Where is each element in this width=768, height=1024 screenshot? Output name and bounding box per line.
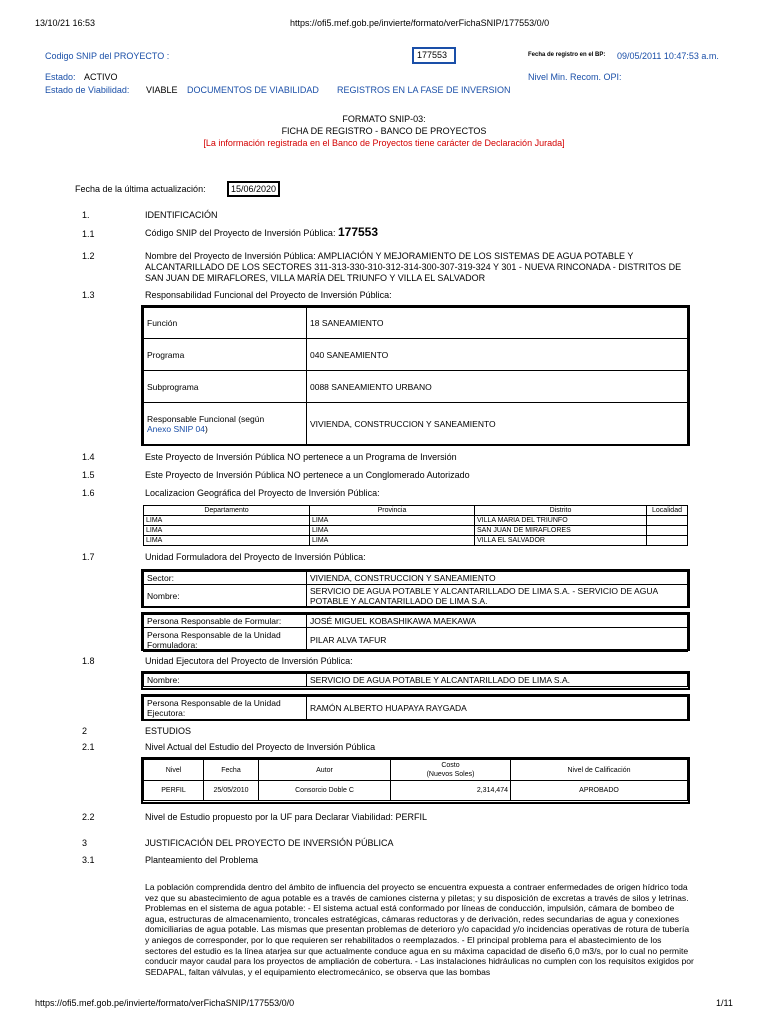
viabilidad-value: VIABLE xyxy=(146,85,178,95)
anexo-snip-link[interactable]: Anexo SNIP 04 xyxy=(147,423,205,434)
estudio-header: Fecha xyxy=(204,760,259,781)
update-label: Fecha de la última actualización: xyxy=(75,184,206,194)
estado-label: Estado: xyxy=(45,72,76,82)
estudio-header: Nivel de Calificación xyxy=(511,760,688,781)
estudio-cell: PERFIL xyxy=(144,781,204,801)
costo-unit: (Nuevos Soles) xyxy=(426,771,475,778)
reg-date-label: Fecha de registro en el BP: xyxy=(528,52,606,58)
responsable-cell xyxy=(144,403,307,445)
programa-value: 040 SANEAMIENTO xyxy=(307,339,688,371)
funcion-value: 18 SANEAMIENTO xyxy=(307,308,688,339)
reg-date-value: 09/05/2011 10:47:53 a.m. xyxy=(617,51,719,61)
estudio-cell: Consorcio Doble C xyxy=(259,781,391,801)
estudio-cell: 25/05/2010 xyxy=(204,781,259,801)
loc-cell xyxy=(647,536,688,546)
s15-num: 1.5 xyxy=(82,470,95,480)
subprograma-label: Subprograma xyxy=(144,371,307,403)
nivel-label: Nivel Min. Recom. OPI: xyxy=(528,72,622,82)
sec2-title: ESTUDIOS xyxy=(145,726,192,736)
ue-persona-table xyxy=(143,696,688,720)
responsable-close: ) xyxy=(204,423,208,434)
sec1-num: 1. xyxy=(82,210,90,220)
uf-persona-table xyxy=(143,614,688,652)
uf-sector-value: VIVIENDA, CONSTRUCCION Y SANEAMIENTO xyxy=(307,572,688,585)
localizacion-table xyxy=(143,505,688,546)
uf-nombre-label: Nombre: xyxy=(144,585,307,608)
footer-url: https://ofi5.mef.gob.pe/invierte/formato/verFichaSNIP/177553/0/0 xyxy=(35,998,295,1008)
s15-text: Este Proyecto de Inversión Pública NO pertenece a un Conglomerado Autorizado xyxy=(145,470,470,480)
loc-cell: LIMA xyxy=(310,516,475,526)
ue-nombre-label: Nombre: xyxy=(144,674,307,687)
s31-label: Planteamiento del Problema xyxy=(145,855,259,865)
subprograma-value: 0088 SANEAMIENTO URBANO xyxy=(307,371,688,403)
loc-cell: LIMA xyxy=(144,516,310,526)
ue-nombre-value: SERVICIO DE AGUA POTABLE Y ALCANTARILLADO DE LIMA S.A. xyxy=(307,674,688,687)
s31-num: 3.1 xyxy=(82,855,95,865)
loc-header: Departamento xyxy=(144,506,310,516)
uf-sector-label: Sector: xyxy=(144,572,307,585)
loc-header: Distrito xyxy=(475,506,647,516)
loc-header-row xyxy=(144,506,688,516)
s12-text: Nombre del Proyecto de Inversión Pública: AMPLIACIÓN Y MEJORAMIENTO DE LOS SISTEMAS DE AGUA POTABLE Y ALCANTARILLADO DE LOS SECTORES 311-313-330-310-312-314-300-307-319-324 Y 301 - NUEVA RINCONADA - DISTRITOS DE SAN JUAN DE MIRAFLORES, VILLA MARÍA DEL TRIUNFO Y VILLA EL SALVADOR xyxy=(145,251,682,283)
uf-pr-formular-label: Persona Responsable de Formular: xyxy=(144,615,307,628)
snip-value-box xyxy=(412,47,456,64)
ficha-title: FICHA DE REGISTRO - BANCO DE PROYECTOS xyxy=(281,126,487,136)
responsable-label: Responsable Funcional (según xyxy=(147,413,265,424)
loc-cell: LIMA xyxy=(310,536,475,546)
s17-num: 1.7 xyxy=(82,552,95,562)
s22-text: Nivel de Estudio propuesto por la UF para Declarar Viabilidad: PERFIL xyxy=(145,812,427,822)
s11-label: Código SNIP del Proyecto de Inversión Pública: xyxy=(145,228,336,238)
s18-num: 1.8 xyxy=(82,656,95,666)
loc-cell xyxy=(647,526,688,536)
ue-table xyxy=(143,673,688,687)
ue-pr-label: Persona Responsable de la Unidad Ejecutora: xyxy=(144,697,307,720)
estudio-table xyxy=(143,759,688,801)
loc-header: Provincia xyxy=(310,506,475,516)
s16-label: Localizacion Geográfica del Proyecto de Inversión Pública: xyxy=(145,488,380,498)
ue-pr-value: RAMÓN ALBERTO HUAPAYA RAYGADA xyxy=(307,697,688,720)
costo-label: Costo xyxy=(441,762,460,769)
uf-table xyxy=(143,571,688,608)
s11-row xyxy=(145,227,695,239)
responsable-value: VIVIENDA, CONSTRUCCION Y SANEAMIENTO xyxy=(307,403,688,445)
print-datetime: 13/10/21 16:53 xyxy=(35,18,96,28)
table-row xyxy=(144,526,688,536)
uf-nombre-value: SERVICIO DE AGUA POTABLE Y ALCANTARILLADO DE LIMA S.A. - SERVICIO DE AGUA POTABLE Y ALCANTARILLADO DE LIMA S.A. xyxy=(307,585,688,608)
table-row xyxy=(144,536,688,546)
page-number: 1/11 xyxy=(716,998,733,1008)
estado-value: ACTIVO xyxy=(84,72,118,82)
s16-num: 1.6 xyxy=(82,488,95,498)
responsabilidad-table xyxy=(143,307,688,445)
uf-pr-unidad-label: Persona Responsable de la Unidad Formuladora: xyxy=(144,628,307,652)
sec3-title: JUSTIFICACIÓN DEL PROYECTO DE INVERSIÓN PÚBLICA xyxy=(145,838,394,848)
s14-text: Este Proyecto de Inversión Pública NO pertenece a un Programa de Inversión xyxy=(145,452,457,462)
loc-cell: VILLA MARIA DEL TRIUNFO xyxy=(475,516,647,526)
s12-num: 1.2 xyxy=(82,251,95,261)
sec3-num: 3 xyxy=(82,838,88,848)
estudio-cell: APROBADO xyxy=(511,781,688,801)
s13-num: 1.3 xyxy=(82,290,95,300)
loc-cell: LIMA xyxy=(144,526,310,536)
table-row xyxy=(144,781,688,801)
sec1-title: IDENTIFICACIÓN xyxy=(145,210,218,220)
update-value-box xyxy=(227,181,280,197)
loc-cell: SAN JUAN DE MIRAFLORES xyxy=(475,526,647,536)
loc-header: Localidad xyxy=(647,506,688,516)
problema-paragraph: La población comprendida dentro del ámbito de influencia del proyecto se encuentra expuesta a contraer enfermedades de origen hídrico toda vez que su abastecimiento de agua potable es a través de camiones cisterna y piletas; y su disposición de excretas a través de silos y letrinas. Problemas en el sistema de agua potable: - El sistema actual está conformado por líneas de conducción, impulsión, cámara de bombeo de agua, estructuras de almacenamiento, troncales estratégicas, cámaras reductoras y de derivación, redes secundarias de agua y conexiones domiciliarias de agua potable. Las mismas que presentan problemas de deterioro y/o capacidad y/o incidencias operativas de rotura de tubería y aniegos de corresponder, por lo que requieren ser rehabilitados o reemplazados. - El principal problema para el abastecimiento de los sectores del estudio es la línea atarjea sur que actualmente conduce agua en su máxima capacidad de diseño 6,0 m3/s, por lo cual no permite conducir mayor caudal para los proyectos de ampliación de cobertura. - Las instalaciones hidráulicas no cumplen con los requisitos exigidos por SEDAPAL, faltan válvulas, y el equipamiento electromecánico, se observa que las bombas xyxy=(145,882,694,977)
estudio-costo-header xyxy=(391,760,511,781)
formato-title: FORMATO SNIP-03: xyxy=(342,114,426,124)
registros-inversion-link[interactable]: REGISTROS EN LA FASE DE INVERSION xyxy=(337,85,511,95)
table-row xyxy=(144,516,688,526)
loc-cell: LIMA xyxy=(144,536,310,546)
uf-pr-unidad-value: PILAR ALVA TAFUR xyxy=(307,628,688,652)
s17-label: Unidad Formuladora del Proyecto de Inversión Pública: xyxy=(145,552,366,562)
viabilidad-label: Estado de Viabilidad: xyxy=(45,85,130,95)
s18-label: Unidad Ejecutora del Proyecto de Inversión Pública: xyxy=(145,656,353,666)
uf-pr-formular-value: JOSÉ MIGUEL KOBASHIKAWA MAEKAWA xyxy=(307,615,688,628)
s14-num: 1.4 xyxy=(82,452,95,462)
s11-num: 1.1 xyxy=(82,229,95,239)
snip-value: 177553 xyxy=(417,50,448,60)
loc-cell: LIMA xyxy=(310,526,475,536)
programa-label: Programa xyxy=(144,339,307,371)
estudio-header: Nivel xyxy=(144,760,204,781)
s21-num: 2.1 xyxy=(82,742,95,752)
update-value: 15/06/2020 xyxy=(231,184,277,194)
funcion-label: Función xyxy=(144,308,307,339)
estudio-header-row xyxy=(144,760,688,781)
snip-label: Codigo SNIP del PROYECTO : xyxy=(45,51,170,61)
loc-cell xyxy=(647,516,688,526)
s11-value: 177553 xyxy=(337,225,379,239)
s13-label: Responsabilidad Funcional del Proyecto de Inversión Pública: xyxy=(145,290,392,300)
sec2-num: 2 xyxy=(82,726,88,736)
s22-num: 2.2 xyxy=(82,812,95,822)
s21-label: Nivel Actual del Estudio del Proyecto de Inversión Pública xyxy=(145,742,376,752)
declaracion-note: [La información registrada en el Banco de Proyectos tiene carácter de Declaración Jurada] xyxy=(203,138,565,148)
loc-cell: VILLA EL SALVADOR xyxy=(475,536,647,546)
estudio-cell: 2,314,474 xyxy=(391,781,511,801)
estudio-header: Autor xyxy=(259,760,391,781)
print-url: https://ofi5.mef.gob.pe/invierte/formato/verFichaSNIP/177553/0/0 xyxy=(290,18,550,28)
documentos-viabilidad-link[interactable]: DOCUMENTOS DE VIABILIDAD xyxy=(187,85,319,95)
